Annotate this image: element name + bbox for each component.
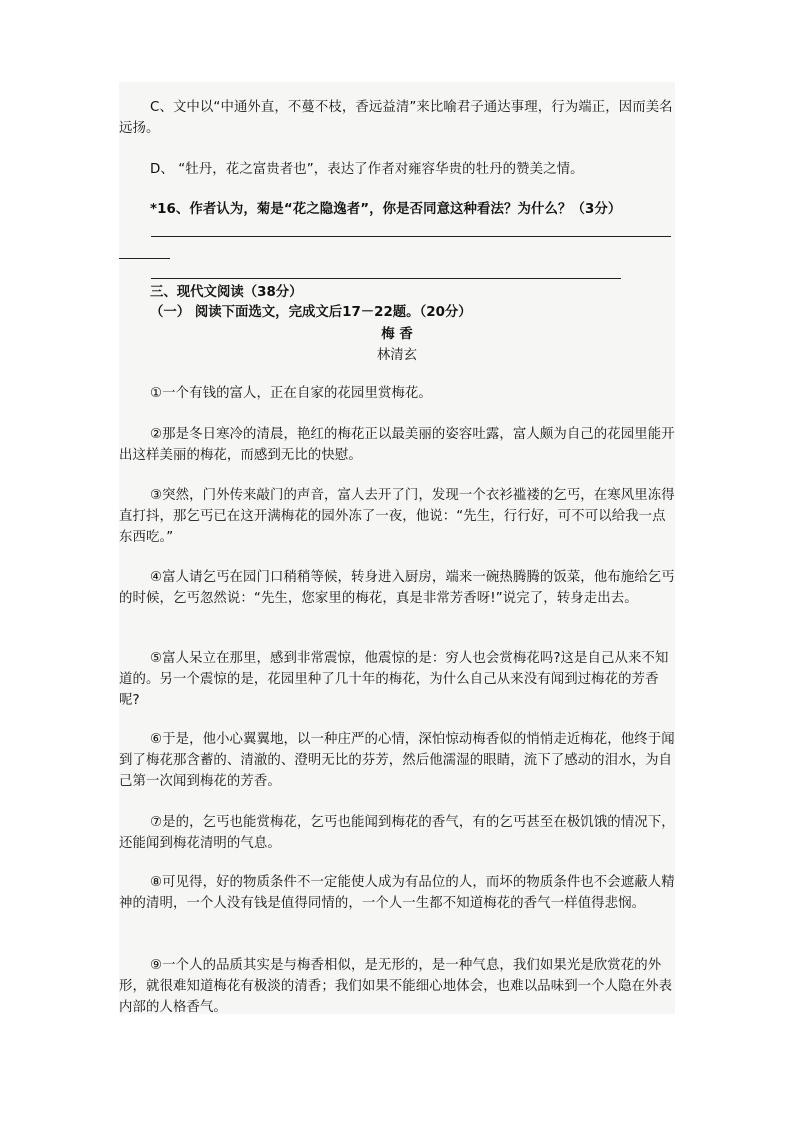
paragraph-3: ③突然，门外传来敲门的声音，富人去开了门，发现一个衣衫褴褛的乞丐，在寒风里冻得直打抖，那乞丐已在这开满梅花的园外冻了一夜，他说：“先生，行行好，可不可以给我一点东西吃。” xyxy=(119,488,675,545)
paragraph-2: ②那是冬日寒冷的清晨，艳红的梅花正以最美丽的姿容吐露，富人颇为自己的花园里能开出这样美丽的梅花，而感到无比的快慰。 xyxy=(119,427,675,463)
paragraph-6: ⑥于是，他小心翼翼地，以一种庄严的心情，深怕惊动梅香似的悄悄走近梅花，他终于闻到了梅花那含蓄的、清澈的、澄明无比的芬芳，然后他濡湿的眼睛，流下了感动的泪水，为自己第一次闻到梅花的芳香。 xyxy=(119,732,675,789)
paragraph-9: ⑨一个人的品质其实是与梅香相似，是无形的，是一种气息，我们如果光是欣赏花的外形，就很难知道梅花有极淡的清香；我们如果不能细心地体会，也难以品味到一个人隐在外表内部的人格香气。 xyxy=(119,958,673,1015)
paragraph-5: ⑤富人呆立在那里，感到非常震惊，他震惊的是：穷人也会赏梅花吗?这是自己从来不知道的。另一个震惊的是，花园里种了几十年的梅花，为什么自己从来没有闻到过梅花的芳香呢? xyxy=(119,651,669,708)
answer-line-2 xyxy=(119,258,170,259)
option-c: C、文中以“中通外直，不蔓不枝，香远益清”来比喻君子通达事理，行为端正，因而美名远扬。 xyxy=(119,100,673,136)
paragraph-1: ①一个有钱的富人，正在自家的花园里赏梅花。 xyxy=(150,386,432,401)
question-16: *16、作者认为，菊是“花之隐逸者”，你是否同意这种看法？为什么？（3分） xyxy=(150,202,622,217)
section-3-title: 三、现代文阅读（38分） xyxy=(150,285,303,300)
option-d: D、 “牡丹，花之富贵者也”，表达了作者对雍容华贵的牡丹的赞美之情。 xyxy=(150,162,584,177)
paragraph-7: ⑦是的，乞丐也能赏梅花，乞丐也能闻到梅花的香气，有的乞丐甚至在极饥饿的情况下，还能闻到梅花清明的气息。 xyxy=(119,815,675,851)
article-title: 梅 香 xyxy=(381,327,413,342)
answer-line-3 xyxy=(151,278,621,279)
answer-line-1 xyxy=(151,236,671,237)
paragraph-8: ⑧可见得，好的物质条件不一定能使人成为有品位的人，而坏的物质条件也不会遮蔽人精神的清明，一个人没有钱是值得同情的，一个人一生都不知道梅花的香气一样值得悲悯。 xyxy=(119,875,675,911)
paragraph-4: ④富人请乞丐在园门口稍稍等候，转身进入厨房，端来一碗热腾腾的饭菜，他布施给乞丐的时候，乞丐忽然说：“先生，您家里的梅花，真是非常芳香呀!”说完了，转身走出去。 xyxy=(119,570,675,606)
reading-part-1-instruction: （一） 阅读下面选文，完成文后17－22题。（20分） xyxy=(150,305,472,320)
article-author: 林清玄 xyxy=(376,348,418,363)
